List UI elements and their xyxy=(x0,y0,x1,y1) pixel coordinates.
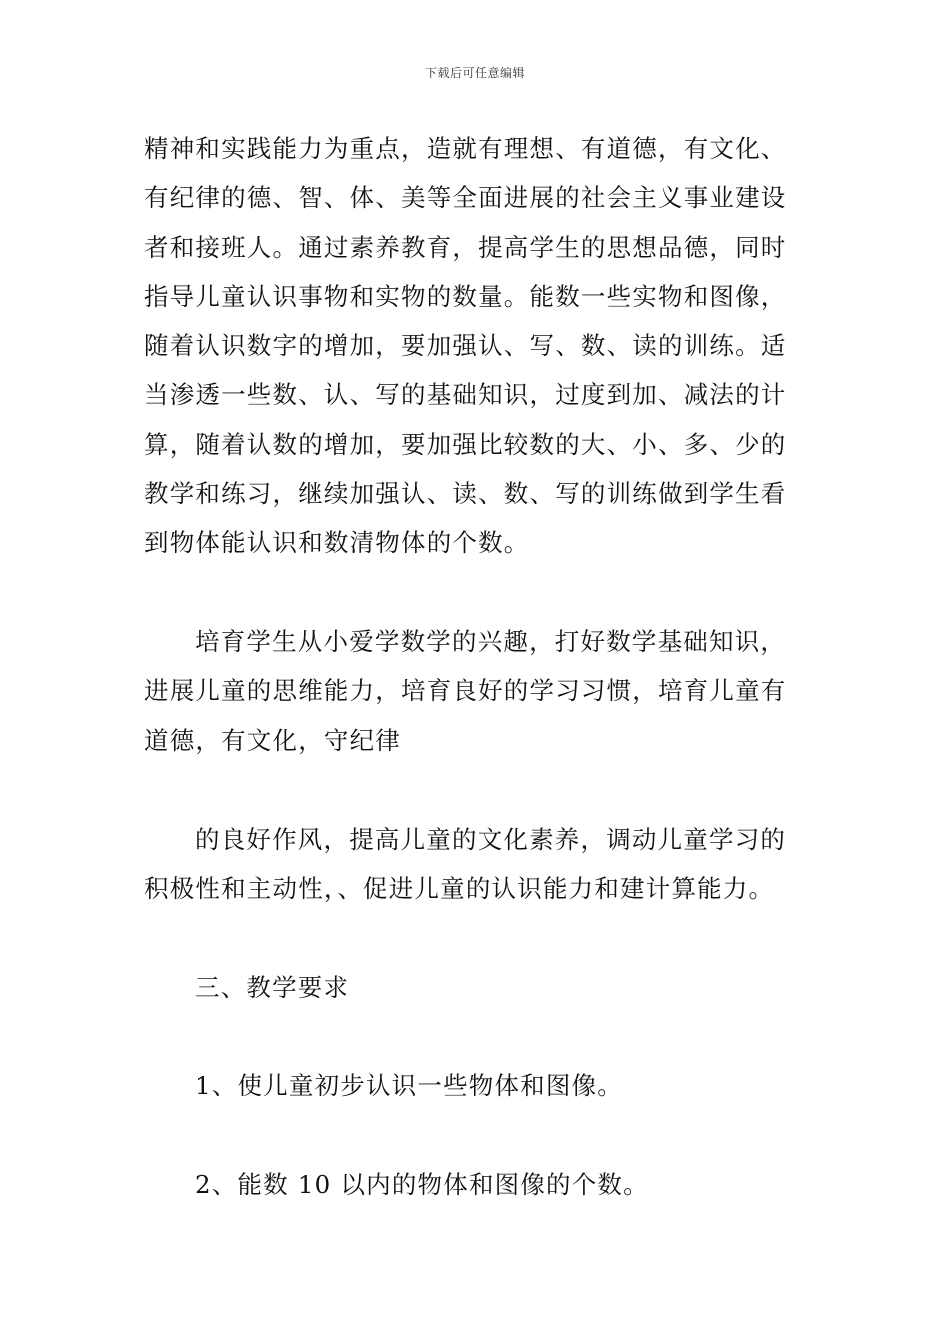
text-line: 到物体能认识和数清物体的个数。 xyxy=(144,528,530,558)
requirement-item: 1、使儿童初步认识一些物体和图像。 xyxy=(195,1071,623,1101)
page-header-note: 下载后可任意编辑 xyxy=(424,66,525,80)
text-line: 当渗透一些数、认、写的基础知识，过度到加、减法的计 xyxy=(144,380,787,410)
document-body xyxy=(144,124,816,1210)
text-line: 随着认识数字的增加，要加强认、写、数、读的训练。适 xyxy=(144,331,787,361)
text-line: 积极性和主动性，、促进儿童的认识能力和建计算能力。 xyxy=(144,873,775,903)
requirement-item: 2、能数 10 以内的物体和图像的个数。 xyxy=(195,1170,649,1200)
text-line: 的良好作风，提高儿童的文化素养，调动儿童学习的 xyxy=(195,824,787,854)
text-line: 道德，有文化，守纪律 xyxy=(144,725,401,755)
paragraph-spacer xyxy=(144,765,816,815)
text-line: 者和接班人。通过素养教育，提高学生的思想品德，同时 xyxy=(144,232,787,262)
text-line: 教学和练习，继续加强认、读、数、写的训练做到学生看 xyxy=(144,479,787,509)
paragraph-spacer xyxy=(144,1111,816,1161)
paragraph-spacer xyxy=(144,1012,816,1062)
text-line: 有纪律的德、智、体、美等全面进展的社会主义事业建设 xyxy=(144,183,787,213)
paragraph-interest xyxy=(144,617,816,765)
text-line: 算，随着认数的增加，要加强比较数的大、小、多、少的 xyxy=(144,429,787,459)
section-heading: 三、教学要求 xyxy=(195,972,350,1002)
paragraph-spacer xyxy=(144,568,816,618)
text-line: 培育学生从小爱学数学的兴趣，打好数学基础知识， xyxy=(195,627,787,657)
text-line: 精神和实践能力为重点，造就有理想、有道德，有文化、 xyxy=(144,134,787,163)
paragraph-spacer xyxy=(144,913,816,963)
paragraph-goals xyxy=(144,124,816,568)
text-line: 进展儿童的思维能力，培育良好的学习习惯，培育儿童有 xyxy=(144,676,787,706)
text-line: 指导儿童认识事物和实物的数量。能数一些实物和图像， xyxy=(144,281,787,311)
paragraph-style xyxy=(144,815,816,914)
